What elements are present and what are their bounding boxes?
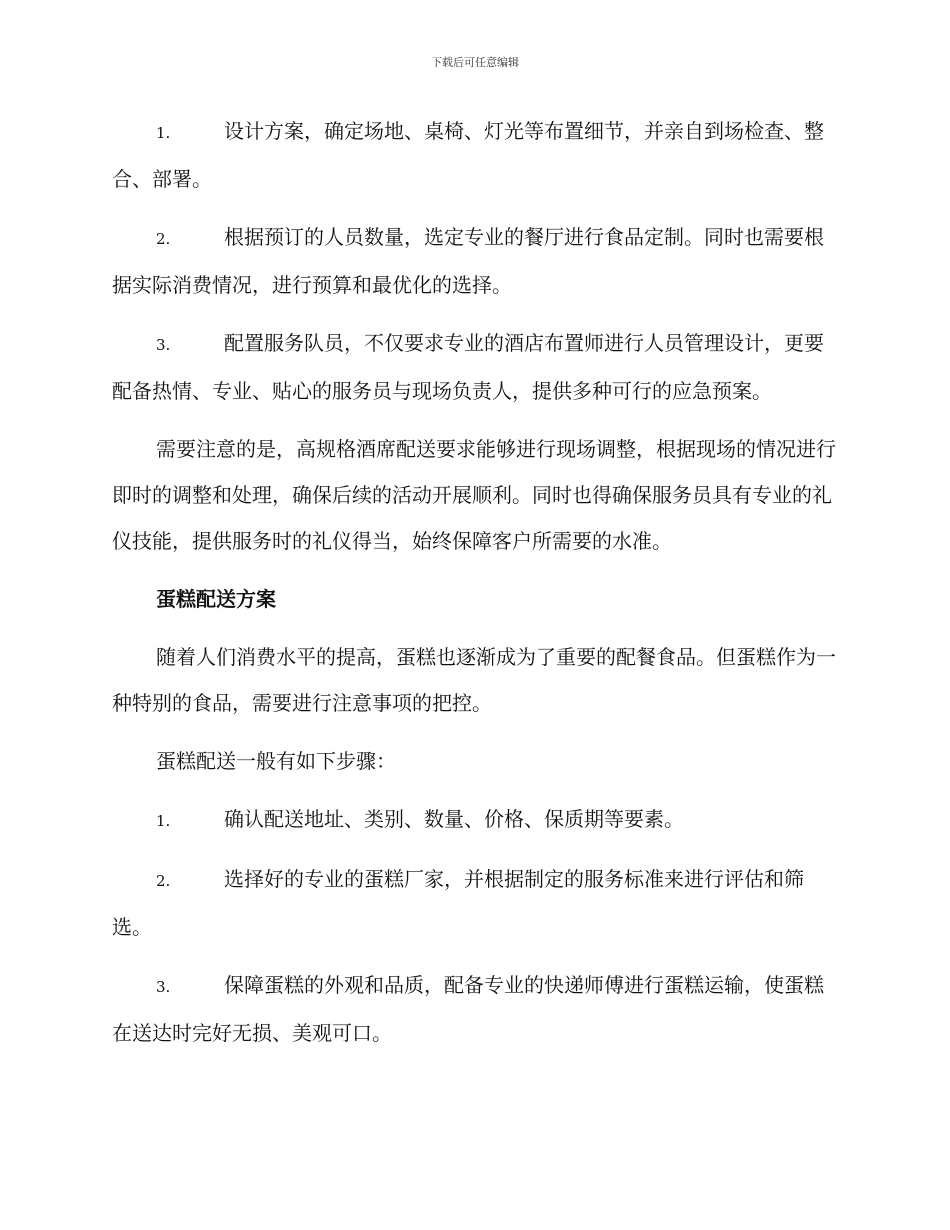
page-header-note: 下载后可任意编辑 <box>431 56 519 69</box>
list-item-text: 根据预订的人员数量，选定专业的餐厅进行食品定制。同时也需要根据实际消费情况，进行预算和最优化的选择。 <box>112 225 824 297</box>
list-item-number: 3. <box>156 978 171 996</box>
section-heading: 蛋糕配送方案 <box>156 587 276 611</box>
list-item <box>112 320 838 414</box>
list-item-number: 1. <box>156 812 171 830</box>
list-item <box>112 214 838 308</box>
list-item-text: 设计方案，确定场地、桌椅、灯光等布置细节，并亲自到场检查、整合、部署。 <box>112 119 824 191</box>
list-item-number: 1. <box>156 124 171 142</box>
list-item <box>112 108 838 202</box>
list-item-number: 3. <box>156 336 171 354</box>
list-item <box>112 962 838 1056</box>
document-body <box>112 108 838 1068</box>
list-item-text: 保障蛋糕的外观和品质，配备专业的快递师傅进行蛋糕运输，使蛋糕在送达时完好无损、美观可口。 <box>112 973 824 1045</box>
list-item-text: 配置服务队员，不仅要求专业的酒店布置师进行人员管理设计，更要配备热情、专业、贴心的服务员与现场负责人，提供多种可行的应急预案。 <box>112 331 824 403</box>
list-item-number: 2. <box>156 872 171 890</box>
list-item-text: 选择好的专业的蛋糕厂家，并根据制定的服务标准来进行评估和筛选。 <box>112 867 804 939</box>
paragraph-note: 需要注意的是，高规格酒席配送要求能够进行现场调整，根据现场的情况进行即时的调整和处理，确保后续的活动开展顺利。同时也得确保服务员具有专业的礼仪技能，提供服务时的礼仪得当，始终保障客户所需要的水准。 <box>112 437 836 553</box>
paragraph-intro: 随着人们消费水平的提高，蛋糕也逐渐成为了重要的配餐食品。但蛋糕作为一种特别的食品，需要进行注意事项的把控。 <box>112 645 836 715</box>
paragraph-steps: 蛋糕配送一般有如下步骤： <box>156 749 396 773</box>
list-item <box>112 796 838 844</box>
list-item-number: 2. <box>156 230 171 248</box>
list-item-text: 确认配送地址、类别、数量、价格、保质期等要素。 <box>224 807 684 831</box>
list-item <box>112 856 838 950</box>
